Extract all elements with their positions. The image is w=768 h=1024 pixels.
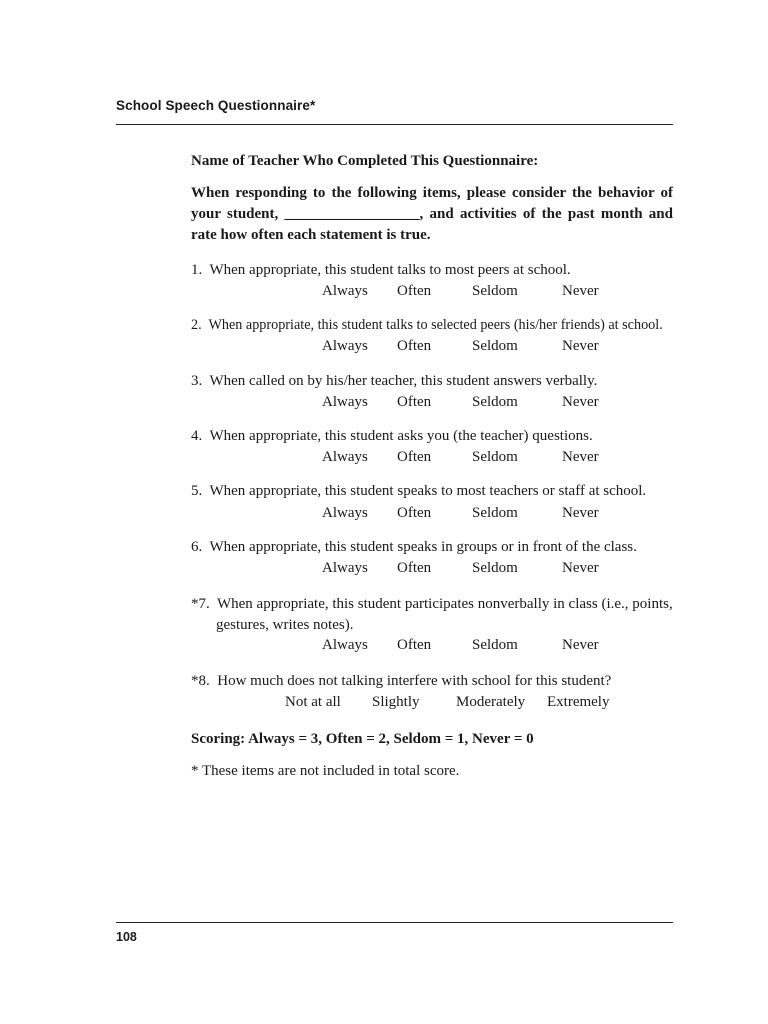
q8-option-moderately[interactable]: Moderately: [456, 694, 526, 710]
q8-option-not-at-all[interactable]: Not at all: [285, 694, 341, 710]
question-5: [191, 483, 646, 500]
question-1: [191, 262, 571, 279]
question-number: 3.: [191, 373, 203, 389]
question-number: 6.: [191, 539, 203, 555]
question-number: *8.: [191, 673, 210, 689]
q6-option-often[interactable]: Often: [397, 560, 432, 576]
q5-option-often[interactable]: Often: [397, 505, 432, 521]
question-text: How much does not talking interfere with school for this student?: [217, 673, 612, 689]
q6-option-always[interactable]: Always: [322, 560, 368, 576]
q3-option-often[interactable]: Often: [397, 394, 432, 410]
question-2: [191, 317, 663, 334]
question-4: [191, 428, 593, 445]
question-8: [191, 673, 611, 690]
footnote: * These items are not included in total score.: [191, 763, 460, 779]
question-number: 4.: [191, 428, 203, 444]
scoring-key: Scoring: Always = 3, Often = 2, Seldom = 1, Never = 0: [191, 731, 534, 747]
q2-option-seldom[interactable]: Seldom: [472, 338, 518, 354]
question-text: When appropriate, this student participates nonverbally in class (i.e., points,: [216, 596, 673, 612]
instructions-line-2: your student, __________________, and activities of the past month and: [191, 206, 673, 222]
question-text: When appropriate, this student asks you (the teacher) questions.: [209, 428, 593, 444]
question-number: 5.: [191, 483, 203, 499]
q7-option-often[interactable]: Often: [397, 637, 432, 653]
question-text: When appropriate, this student talks to most peers at school.: [209, 262, 571, 278]
q4-option-often[interactable]: Often: [397, 449, 432, 465]
page-number: 108: [116, 930, 137, 944]
question-6: [191, 539, 637, 556]
q2-option-never[interactable]: Never: [562, 338, 599, 354]
q1-option-always[interactable]: Always: [322, 283, 368, 299]
question-text: When appropriate, this student talks to selected peers (his/her friends) at school.: [208, 317, 663, 333]
header-divider: [116, 124, 673, 125]
q6-option-never[interactable]: Never: [562, 560, 599, 576]
q8-option-slightly[interactable]: Slightly: [372, 694, 420, 710]
q4-option-seldom[interactable]: Seldom: [472, 449, 518, 465]
q5-option-seldom[interactable]: Seldom: [472, 505, 518, 521]
q4-option-never[interactable]: Never: [562, 449, 599, 465]
question-7-continuation: gestures, writes notes).: [216, 617, 354, 633]
instructions-line-1: When responding to the following items, please consider the behavior of: [191, 185, 673, 201]
footer-divider: [116, 922, 673, 923]
q4-option-always[interactable]: Always: [322, 449, 368, 465]
instructions-line-3: rate how often each statement is true.: [191, 227, 431, 243]
q1-option-seldom[interactable]: Seldom: [472, 283, 518, 299]
q7-option-never[interactable]: Never: [562, 637, 599, 653]
q2-option-always[interactable]: Always: [322, 338, 368, 354]
question-number: 2.: [191, 317, 202, 333]
question-3: [191, 373, 597, 390]
question-number: *7.: [191, 596, 210, 612]
q7-option-always[interactable]: Always: [322, 637, 368, 653]
q3-option-seldom[interactable]: Seldom: [472, 394, 518, 410]
q5-option-never[interactable]: Never: [562, 505, 599, 521]
q8-option-extremely[interactable]: Extremely: [547, 694, 610, 710]
q3-option-never[interactable]: Never: [562, 394, 599, 410]
q2-option-often[interactable]: Often: [397, 338, 432, 354]
question-number: 1.: [191, 262, 203, 278]
running-header-title: School Speech Questionnaire*: [116, 98, 316, 113]
question-text: When appropriate, this student speaks in groups or in front of the class.: [209, 539, 637, 555]
question-7: [191, 596, 673, 613]
q5-option-always[interactable]: Always: [322, 505, 368, 521]
question-text: When called on by his/her teacher, this student answers verbally.: [209, 373, 598, 389]
q6-option-seldom[interactable]: Seldom: [472, 560, 518, 576]
question-text: When appropriate, this student speaks to most teachers or staff at school.: [209, 483, 647, 499]
q1-option-never[interactable]: Never: [562, 283, 599, 299]
teacher-name-label: Name of Teacher Who Completed This Questionnaire:: [191, 153, 539, 169]
q7-option-seldom[interactable]: Seldom: [472, 637, 518, 653]
q1-option-often[interactable]: Often: [397, 283, 432, 299]
q3-option-always[interactable]: Always: [322, 394, 368, 410]
